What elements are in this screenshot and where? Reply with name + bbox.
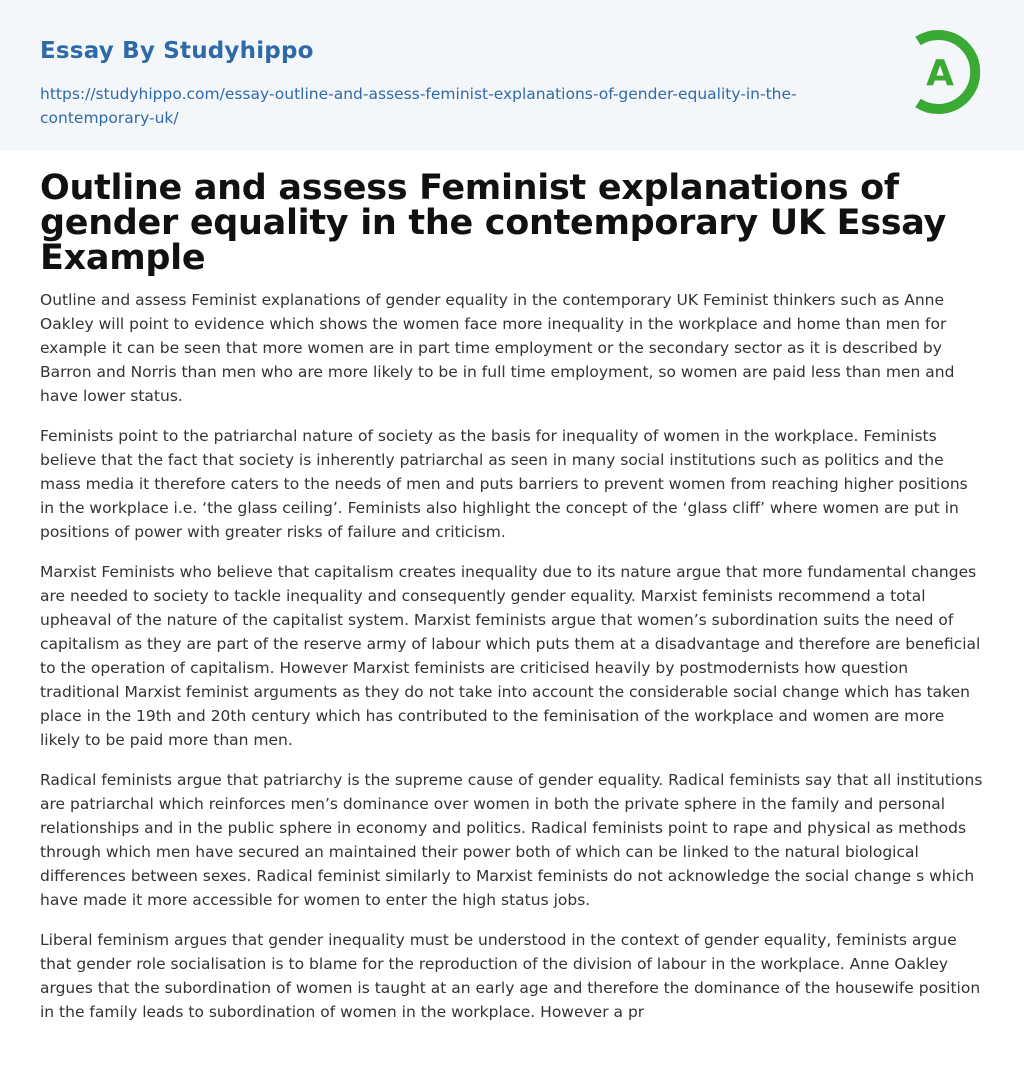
article-paragraph-1: Outline and assess Feminist explanations of gender equality in the contemporary UK Feminist thinkers such as Anne Oakley will point to evidence which shows the women face more inequality in the workplace and home than men for example it can be seen that more women are in part time employment or the secondary sector as it is described by Barron and Norris than men who are more likely to be in full time employment, so women are paid less than men and have lower status. <box>40 291 955 405</box>
article-paragraph-5: Liberal feminism argues that gender inequality must be understood in the context of gender equality, feminists argue that gender role socialisation is to blame for the reproduction of the division of labour in the workplace. Anne Oakley argues that the subordination of women is taught at an early age and therefore the dominance of the housewife position in the family leads to subordination of women in the workplace. However a pr <box>40 931 981 1021</box>
article <box>0 168 1024 1024</box>
site-header <box>0 0 1024 150</box>
article-paragraph-4: Radical feminists argue that patriarchy is the supreme cause of gender equality. Radical feminists say that all institutions are patriarchal which reinforces men’s dominance over women in both the private sphere in the family and personal relationships and in the public sphere in economy and politics. Radical feminists point to rape and physical as methods through which men have secured an maintained their power both of which can be linked to the natural biological differences between sexes. Radical feminist similarly to Marxist feminists do not acknowledge the social change s which have made it more accessible for women to enter the high status jobs. <box>40 771 983 909</box>
studyhippo-logo-icon[interactable] <box>908 26 992 118</box>
logo-letter: A <box>926 53 954 94</box>
article-paragraph-3: Marxist Feminists who believe that capitalism creates inequality due to its nature argue that more fundamental changes are needed to society to tackle inequality and consequently gender equality. Marxist feminists recommend a total upheaval of the nature of the capitalist system. Marxist feminists argue that women’s subordination suits the need of capitalism as they are part of the reserve army of labour which puts them at a disadvantage and therefore are beneficial to the operation of capitalism. However Marxist feminists are criticised heavily by postmodernists how question traditional Marxist feminist arguments as they do not take into account the considerable social change which has taken place in the 19th and 20th century which has contributed to the feminisation of the workplace and women are more likely to be paid more than men. <box>40 563 981 749</box>
page-title: Outline and assess Feminist explanations of gender equality in the contemporary UK Essay Example <box>40 168 947 278</box>
page-url-link[interactable]: https://studyhippo.com/essay-outline-and-assess-feminist-explanations-of-gender-equality-in-the-contemporary-uk/ <box>40 85 797 127</box>
site-brand[interactable]: Essay By Studyhippo <box>40 38 314 64</box>
article-paragraph-2: Feminists point to the patriarchal nature of society as the basis for inequality of women in the workplace. Feminists believe that the fact that society is inherently patriarchal as seen in many social institutions such as politics and the mass media it therefore caters to the needs of men and puts barriers to prevent women from reaching higher positions in the workplace i.e. ‘the glass ceiling’. Feminists also highlight the concept of the ‘glass cliff’ where women are put in positions of power with greater risks of failure and criticism. <box>40 427 968 541</box>
